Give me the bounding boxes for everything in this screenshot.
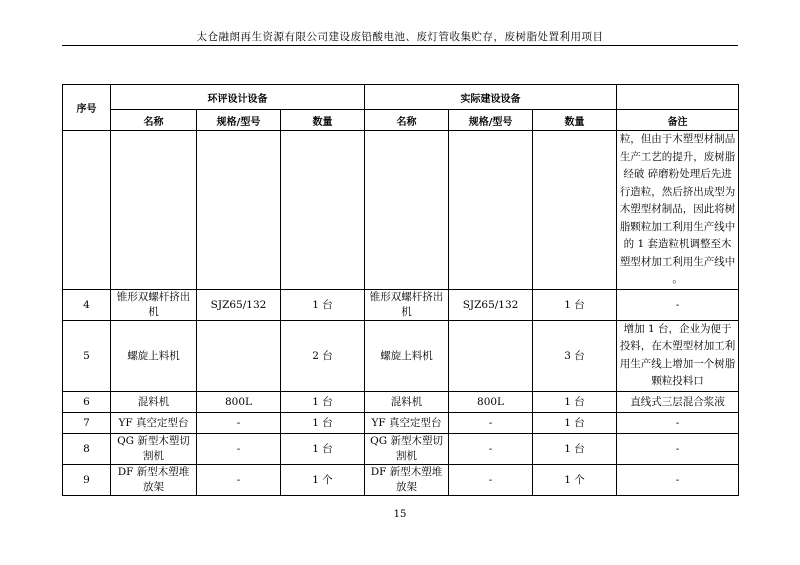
cell-empty xyxy=(281,131,365,290)
cell-design-qty: 1 台 xyxy=(281,412,365,433)
group-header-design: 环评设计设备 xyxy=(111,85,365,110)
table-row xyxy=(63,289,739,320)
equipment-comparison-table xyxy=(62,84,739,496)
cell-actual-name: 螺旋上料机 xyxy=(365,320,449,391)
cell-note: - xyxy=(617,464,739,495)
cell-index: 8 xyxy=(63,433,111,464)
cell-design-spec xyxy=(197,320,281,391)
cell-index: 5 xyxy=(63,320,111,391)
col-header-design-spec: 规格/型号 xyxy=(197,110,281,131)
page-header-title: 太仓融朗再生资源有限公司建设废铅酸电池、废灯管收集贮存，废树脂处置利用项目 xyxy=(196,31,604,43)
cell-design-name: QG 新型木塑切割机 xyxy=(111,433,197,464)
cell-actual-spec: - xyxy=(449,433,533,464)
header-divider xyxy=(62,45,738,46)
col-header-note: 备注 xyxy=(617,110,739,131)
cell-design-name: 混料机 xyxy=(111,391,197,412)
cell-note: - xyxy=(617,412,739,433)
cell-actual-spec: - xyxy=(449,412,533,433)
cell-actual-spec: - xyxy=(449,464,533,495)
table-row xyxy=(63,391,739,412)
page-number: 15 xyxy=(393,509,407,520)
col-header-index: 序号 xyxy=(63,85,111,131)
cell-empty xyxy=(111,131,197,290)
cell-actual-name: YF 真空定型台 xyxy=(365,412,449,433)
cell-design-qty: 1 台 xyxy=(281,289,365,320)
cell-design-spec: 800L xyxy=(197,391,281,412)
cell-empty xyxy=(197,131,281,290)
cell-actual-qty: 1 个 xyxy=(533,464,617,495)
col-header-actual-qty: 数量 xyxy=(533,110,617,131)
cell-note: 直线式三层混合浆液 xyxy=(617,391,739,412)
table-row xyxy=(63,464,739,495)
cell-actual-spec xyxy=(449,320,533,391)
cell-design-qty: 1 台 xyxy=(281,433,365,464)
cell-actual-name: DF 新型木塑堆放架 xyxy=(365,464,449,495)
cell-design-qty: 1 个 xyxy=(281,464,365,495)
cell-design-name: DF 新型木塑堆放架 xyxy=(111,464,197,495)
cell-design-name: YF 真空定型台 xyxy=(111,412,197,433)
cell-actual-name: QG 新型木塑切割机 xyxy=(365,433,449,464)
col-header-actual-name: 名称 xyxy=(365,110,449,131)
cell-index: 4 xyxy=(63,289,111,320)
cell-note: 增加 1 台，企业为便于投料，在木塑型材加工利用生产线上增加一个树脂颗粒投料口 xyxy=(617,320,739,391)
cell-actual-qty: 1 台 xyxy=(533,289,617,320)
cell-index: 9 xyxy=(63,464,111,495)
cell-design-name: 锥形双螺杆挤出机 xyxy=(111,289,197,320)
cell-actual-qty: 1 台 xyxy=(533,391,617,412)
cell-note: 粒，但由于木塑型材制品生产工艺的提升，废树脂经破 碎磨粉处理后先进行造粒，然后挤出成型为木塑型材制品，因此将树脂颗粒加工利用生产线中的 1 套造粒机调整至木塑型材加工利用生产线中 。 xyxy=(617,131,739,290)
group-header-empty xyxy=(617,85,739,110)
table-row xyxy=(63,131,739,290)
col-header-design-name: 名称 xyxy=(111,110,197,131)
table-row xyxy=(63,412,739,433)
cell-design-qty: 1 台 xyxy=(281,391,365,412)
cell-index: 6 xyxy=(63,391,111,412)
table-row xyxy=(63,320,739,391)
cell-actual-spec: 800L xyxy=(449,391,533,412)
cell-note: - xyxy=(617,289,739,320)
cell-empty xyxy=(63,131,111,290)
cell-design-spec: SJZ65/132 xyxy=(197,289,281,320)
cell-actual-qty: 1 台 xyxy=(533,412,617,433)
cell-design-name: 螺旋上料机 xyxy=(111,320,197,391)
cell-design-spec: - xyxy=(197,464,281,495)
cell-actual-qty: 3 台 xyxy=(533,320,617,391)
table-row xyxy=(63,433,739,464)
cell-index: 7 xyxy=(63,412,111,433)
cell-design-spec: - xyxy=(197,412,281,433)
cell-actual-qty: 1 台 xyxy=(533,433,617,464)
cell-note: - xyxy=(617,433,739,464)
col-header-actual-spec: 规格/型号 xyxy=(449,110,533,131)
col-header-design-qty: 数量 xyxy=(281,110,365,131)
cell-empty xyxy=(449,131,533,290)
cell-actual-name: 混料机 xyxy=(365,391,449,412)
group-header-actual: 实际建设设备 xyxy=(365,85,617,110)
cell-empty xyxy=(533,131,617,290)
cell-design-spec: - xyxy=(197,433,281,464)
cell-empty xyxy=(365,131,449,290)
cell-actual-spec: SJZ65/132 xyxy=(449,289,533,320)
cell-design-qty: 2 台 xyxy=(281,320,365,391)
cell-actual-name: 锥形双螺杆挤出机 xyxy=(365,289,449,320)
